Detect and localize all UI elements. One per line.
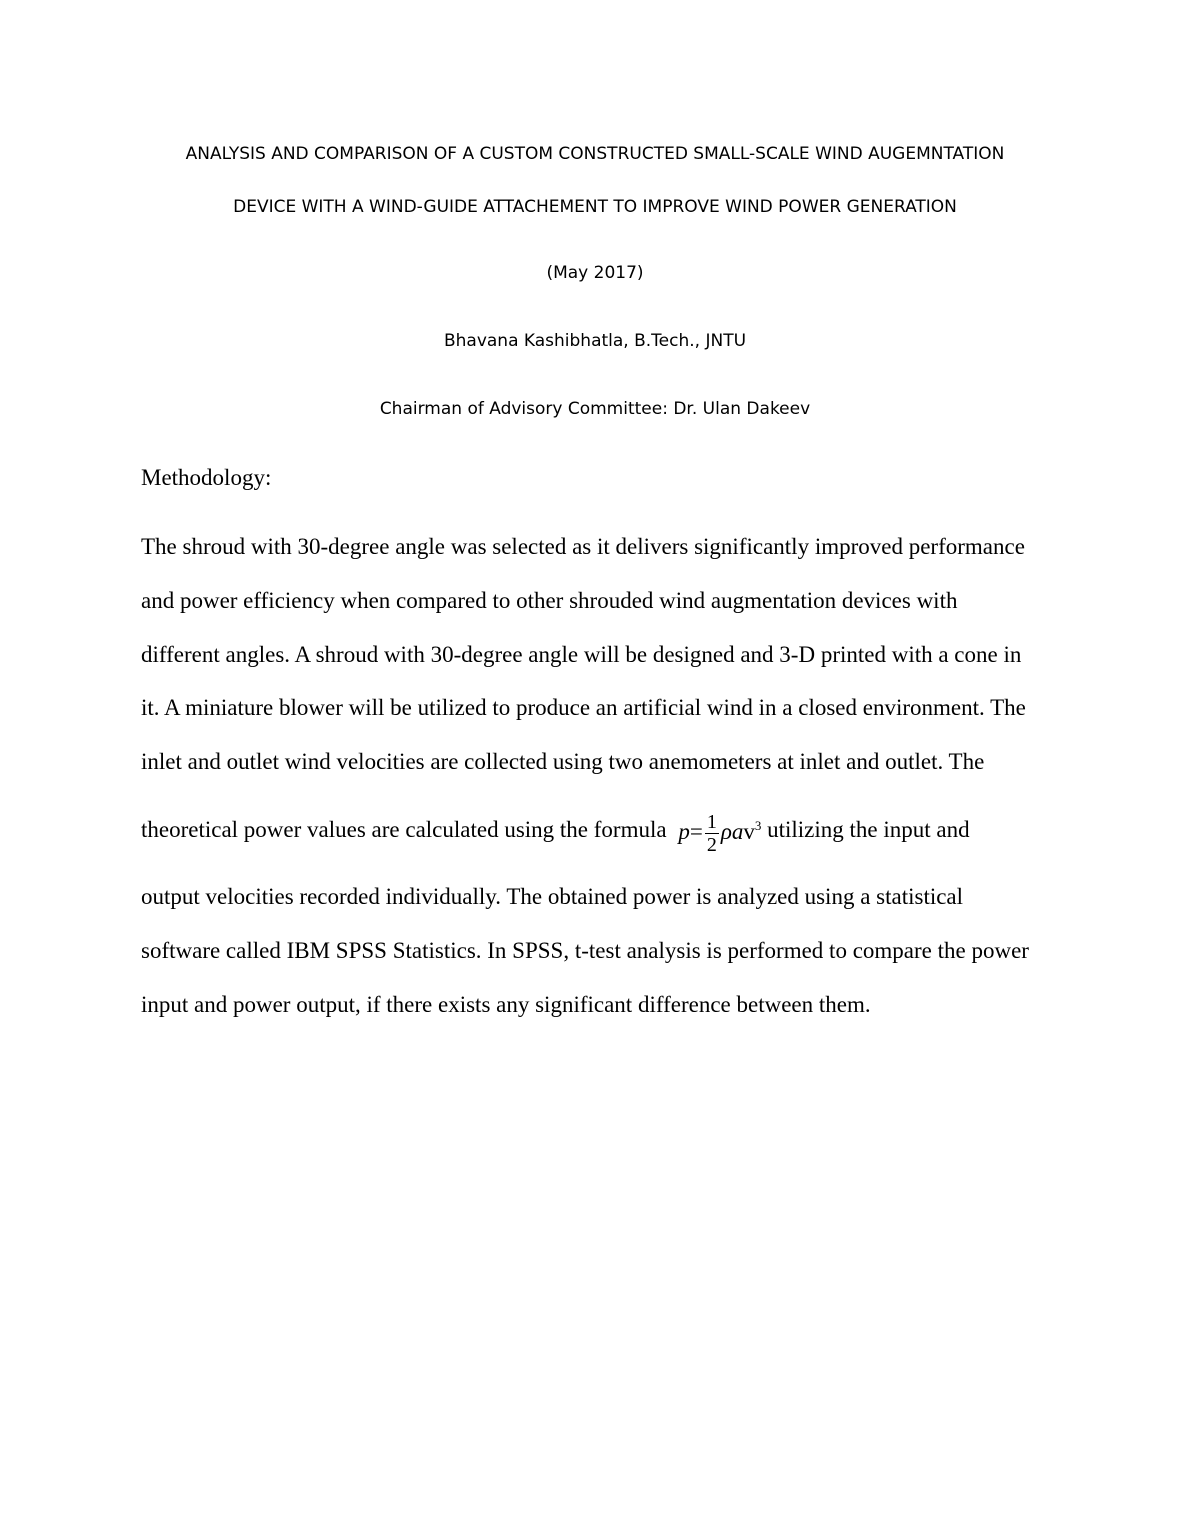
date-line: (May 2017) bbox=[546, 263, 644, 283]
author-line: Bhavana Kashibhatla, B.Tech., JNTU bbox=[443, 331, 747, 351]
formula-lhs: p bbox=[678, 818, 690, 844]
body-line-6-before: theoretical power values are calculated using the formula bbox=[141, 817, 667, 842]
formula-denominator: 2 bbox=[706, 833, 717, 856]
formula-fraction bbox=[705, 811, 719, 856]
section-heading: Methodology: bbox=[141, 465, 272, 490]
formula-a: a bbox=[731, 818, 744, 844]
body-line-3: different angles. A shroud with 30-degree angle will be designed and 3-D printed with a cone in bbox=[141, 642, 1022, 667]
formula-v: v bbox=[743, 818, 755, 844]
formula-exponent: 3 bbox=[754, 817, 762, 833]
formula-rho: ρ bbox=[720, 818, 732, 844]
title-line-1: ANALYSIS AND COMPARISON OF A CUSTOM CONSTRUCTED SMALL-SCALE WIND AUGEMNTATION bbox=[185, 144, 1005, 164]
formula-equals: = bbox=[689, 818, 703, 844]
body-line-9: input and power output, if there exists any significant difference between them. bbox=[141, 992, 871, 1017]
title-line-2: DEVICE WITH A WIND-GUIDE ATTACHEMENT TO IMPROVE WIND POWER GENERATION bbox=[233, 197, 957, 217]
chairman-line: Chairman of Advisory Committee: Dr. Ulan Dakeev bbox=[379, 399, 811, 419]
body-line-7: output velocities recorded individually. The obtained power is analyzed using a statistical bbox=[141, 884, 964, 909]
formula-numerator: 1 bbox=[706, 810, 717, 833]
body-line-8: software called IBM SPSS Statistics. In SPSS, t-test analysis is performed to compare the power bbox=[141, 938, 1029, 963]
power-formula bbox=[678, 805, 761, 859]
body-line-1: The shroud with 30-degree angle was selected as it delivers significantly improved performance bbox=[141, 534, 1025, 559]
body-line-6 bbox=[141, 803, 970, 859]
body-line-6-after: utilizing the input and bbox=[767, 817, 970, 842]
body-line-2: and power efficiency when compared to other shrouded wind augmentation devices with bbox=[141, 588, 958, 613]
body-line-4: it. A miniature blower will be utilized to produce an artificial wind in a closed environment. The bbox=[141, 695, 1026, 720]
body-line-5: inlet and outlet wind velocities are collected using two anemometers at inlet and outlet. The bbox=[141, 749, 985, 774]
